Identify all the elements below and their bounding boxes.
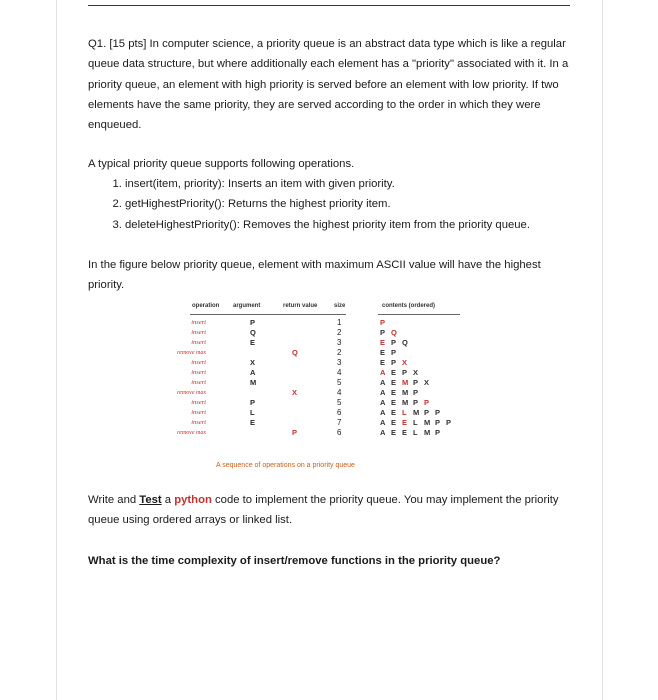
queue-item: E bbox=[391, 378, 397, 387]
queue-item: E bbox=[380, 358, 386, 367]
complexity-question: What is the time complexity of insert/remove functions in the priority queue? bbox=[88, 555, 501, 567]
queue-item: X bbox=[424, 378, 430, 387]
row-argument: P bbox=[250, 318, 256, 327]
operations-list bbox=[107, 174, 530, 235]
row-return-value: Q bbox=[292, 348, 298, 357]
header-contents: contents (ordered) bbox=[382, 303, 436, 309]
row-operation: insert bbox=[191, 369, 206, 376]
header-rule-right bbox=[378, 314, 460, 315]
row-operation: insert bbox=[191, 319, 206, 326]
queue-item: A bbox=[380, 418, 386, 427]
row-operation: insert bbox=[191, 419, 206, 426]
row-size: 3 bbox=[337, 338, 342, 347]
queue-item: P bbox=[435, 428, 441, 437]
figure-caption: A sequence of operations on a priority queue bbox=[216, 462, 355, 469]
task-test: Test bbox=[139, 494, 162, 506]
row-operation: remove max bbox=[177, 390, 206, 396]
row-argument: A bbox=[250, 368, 256, 377]
table-row bbox=[170, 428, 470, 438]
table-row bbox=[170, 378, 470, 388]
row-size: 5 bbox=[337, 378, 342, 387]
table-row bbox=[170, 368, 470, 378]
task-prefix: Write and bbox=[88, 494, 140, 506]
row-argument: L bbox=[250, 408, 255, 417]
header-operation: operation bbox=[192, 303, 220, 309]
row-size: 2 bbox=[337, 328, 342, 337]
table-row bbox=[170, 398, 470, 408]
queue-item: P bbox=[402, 368, 408, 377]
queue-item: A bbox=[380, 398, 386, 407]
queue-item: E bbox=[391, 398, 397, 407]
queue-item: P bbox=[391, 338, 397, 347]
row-argument: E bbox=[250, 418, 256, 427]
row-size: 5 bbox=[337, 398, 342, 407]
header-size: size bbox=[334, 303, 346, 309]
task-a: a bbox=[161, 494, 175, 506]
queue-item: E bbox=[391, 428, 397, 437]
header-rule-left bbox=[190, 314, 346, 315]
queue-item: E bbox=[391, 418, 397, 427]
queue-item: P bbox=[424, 408, 430, 417]
row-return-value: X bbox=[292, 388, 298, 397]
row-operation: remove max bbox=[177, 350, 206, 356]
queue-item: P bbox=[413, 378, 419, 387]
row-size: 6 bbox=[337, 428, 342, 437]
row-operation: insert bbox=[191, 399, 206, 406]
queue-item: L bbox=[413, 418, 418, 427]
queue-item: P bbox=[435, 408, 441, 417]
task-statement bbox=[88, 490, 572, 531]
row-argument: Q bbox=[250, 328, 256, 337]
queue-item: E bbox=[391, 408, 397, 417]
table-row bbox=[170, 318, 470, 328]
queue-item: E bbox=[391, 388, 397, 397]
queue-item: P bbox=[424, 398, 430, 407]
queue-item: P bbox=[380, 318, 386, 327]
row-size: 7 bbox=[337, 418, 342, 427]
queue-item: E bbox=[380, 348, 386, 357]
queue-item: A bbox=[380, 368, 386, 377]
row-size: 1 bbox=[337, 318, 342, 327]
top-divider bbox=[88, 5, 570, 6]
queue-item: P bbox=[413, 398, 419, 407]
task-python: python bbox=[174, 494, 212, 506]
row-argument: P bbox=[250, 398, 256, 407]
page-right-edge bbox=[602, 0, 603, 700]
table-row bbox=[170, 418, 470, 428]
row-operation: insert bbox=[191, 359, 206, 366]
queue-item: A bbox=[380, 408, 386, 417]
table-row bbox=[170, 328, 470, 338]
row-argument: E bbox=[250, 338, 256, 347]
page-left-edge bbox=[56, 0, 57, 700]
queue-item: L bbox=[402, 408, 407, 417]
queue-item: P bbox=[391, 358, 397, 367]
priority-queue-figure bbox=[170, 296, 470, 474]
row-size: 2 bbox=[337, 348, 342, 357]
row-return-value: P bbox=[292, 428, 298, 437]
operation-get-highest: 2. getHighestPriority(): Returns the highest priority item. bbox=[125, 194, 530, 214]
figure-intro: In the figure below priority queue, element with maximum ASCII value will have the highest priority. bbox=[88, 259, 541, 292]
queue-item: P bbox=[435, 418, 441, 427]
queue-item: X bbox=[413, 368, 419, 377]
row-operation: insert bbox=[191, 339, 206, 346]
queue-item: X bbox=[402, 358, 408, 367]
task-suffix: code to implement the priority queue. You may implement the priority queue using ordered arrays or linked list. bbox=[88, 494, 559, 527]
table-row bbox=[170, 348, 470, 358]
queue-item: A bbox=[380, 378, 386, 387]
queue-item: M bbox=[424, 418, 431, 427]
queue-item: E bbox=[402, 428, 408, 437]
header-return-value: return value bbox=[283, 303, 318, 309]
row-operation: insert bbox=[191, 379, 206, 386]
row-operation: insert bbox=[191, 409, 206, 416]
queue-item: M bbox=[424, 428, 431, 437]
row-argument: M bbox=[250, 378, 257, 387]
queue-item: Q bbox=[391, 328, 397, 337]
table-row bbox=[170, 358, 470, 368]
row-size: 4 bbox=[337, 368, 342, 377]
queue-item: A bbox=[380, 428, 386, 437]
header-argument: argument bbox=[233, 303, 261, 309]
queue-item: M bbox=[402, 398, 409, 407]
queue-item: E bbox=[380, 338, 386, 347]
question-intro: Q1. [15 pts] In computer science, a priority queue is an abstract data type which is like a regular queue data structure, but where additionally each element has a "priority" associated with it. In a priority queue, an element with high priority is served before an element with low priority. If two elements have the same priority, they are served according to the order in which they were enqueued. bbox=[88, 38, 569, 132]
queue-item: P bbox=[446, 418, 452, 427]
row-size: 3 bbox=[337, 358, 342, 367]
queue-item: M bbox=[402, 388, 409, 397]
operations-intro: A typical priority queue supports following operations. bbox=[88, 158, 355, 170]
queue-item: Q bbox=[402, 338, 408, 347]
row-operation: remove max bbox=[177, 430, 206, 436]
queue-item: E bbox=[391, 368, 397, 377]
operation-delete-highest: 3. deleteHighestPriority(): Removes the highest priority item from the priority queue. bbox=[125, 215, 530, 235]
queue-item: P bbox=[380, 328, 386, 337]
queue-item: L bbox=[413, 428, 418, 437]
queue-item: E bbox=[402, 418, 408, 427]
queue-item: M bbox=[402, 378, 409, 387]
table-row bbox=[170, 388, 470, 398]
queue-item: A bbox=[380, 388, 386, 397]
queue-item: M bbox=[413, 408, 420, 417]
row-operation: insert bbox=[191, 329, 206, 336]
row-argument: X bbox=[250, 358, 256, 367]
table-row bbox=[170, 408, 470, 418]
table-row bbox=[170, 338, 470, 348]
queue-item: P bbox=[391, 348, 397, 357]
queue-item: P bbox=[413, 388, 419, 397]
row-size: 6 bbox=[337, 408, 342, 417]
operation-insert: 1. insert(item, priority): Inserts an item with given priority. bbox=[125, 174, 530, 194]
row-size: 4 bbox=[337, 388, 342, 397]
